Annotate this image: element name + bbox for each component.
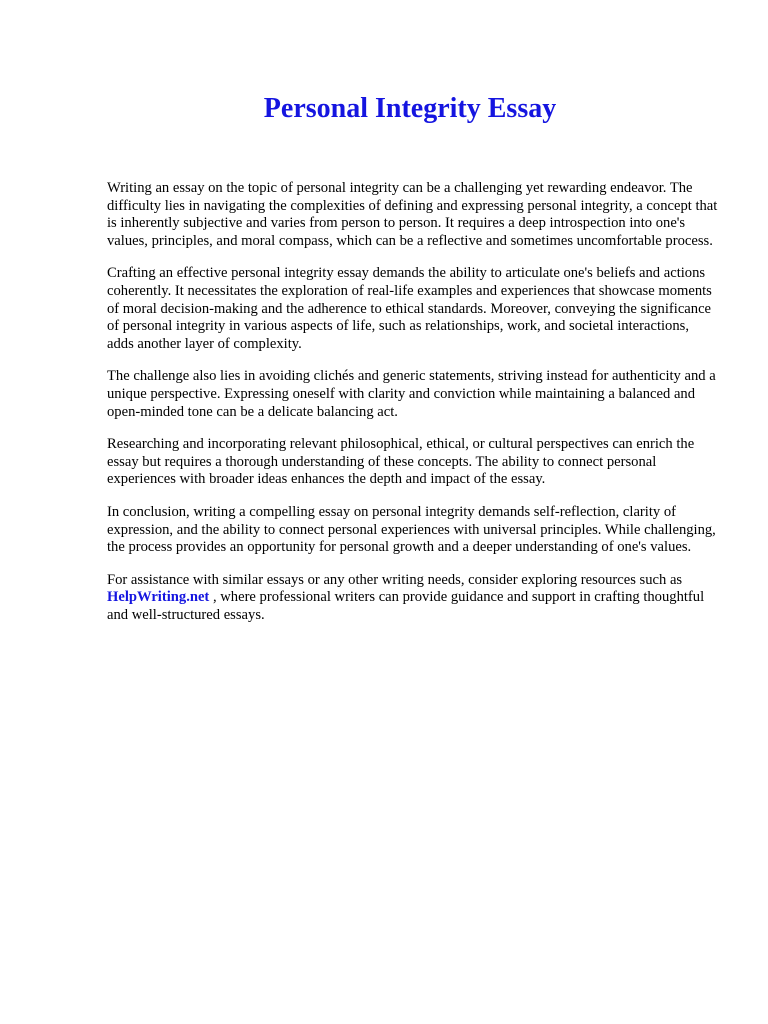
essay-body	[107, 180, 719, 639]
paragraph-4: Researching and incorporating relevant philosophical, ethical, or cultural perspectives can enrich the essay but requires a thorough understanding of these concepts. The ability to connect personal experiences with broader ideas enhances the depth and impact of the essay.	[107, 436, 695, 488]
helpwriting-link[interactable]: HelpWriting.net	[107, 589, 210, 606]
paragraph-1: Writing an essay on the topic of personal integrity can be a challenging yet rewarding endeavor. The difficulty lies in navigating the complexities of defining and expressing personal integrity, a concept that is inherently subjective and varies from person to person. It requires a deep introspection into one's values, principles, and moral compass, which can be a reflective and sometimes uncomfortable process.	[107, 180, 718, 249]
closing-text-after-link: , where professional writers can provide guidance and support in crafting thoughtful and well-structured essays.	[107, 589, 705, 623]
paragraph-5: In conclusion, writing a compelling essay on personal integrity demands self-reflection, clarity of expression, and the ability to connect personal experiences with universal principles. While challenging, the process provides an opportunity for personal growth and a deeper understanding of one's values.	[107, 503, 716, 556]
page-title: Personal Integrity Essay	[263, 93, 557, 124]
paragraph-2: Crafting an effective personal integrity essay demands the ability to articulate one's beliefs and actions coherently. It necessitates the exploration of real-life examples and experiences that showcase moments of moral decision-making and the adherence to ethical standards. Moreover, conveying the significance of personal integrity in various aspects of life, such as relationships, work, and societal interactions, adds another layer of complexity.	[107, 265, 712, 352]
closing-text-before-link: For assistance with similar essays or any other writing needs, consider exploring resources such as	[107, 571, 683, 588]
closing-paragraph	[107, 572, 719, 625]
paragraph-3: The challenge also lies in avoiding clichés and generic statements, striving instead for authenticity and a unique perspective. Expressing oneself with clarity and conviction while maintaining a balanced and open-minded tone can be a delicate balancing act.	[107, 368, 716, 420]
